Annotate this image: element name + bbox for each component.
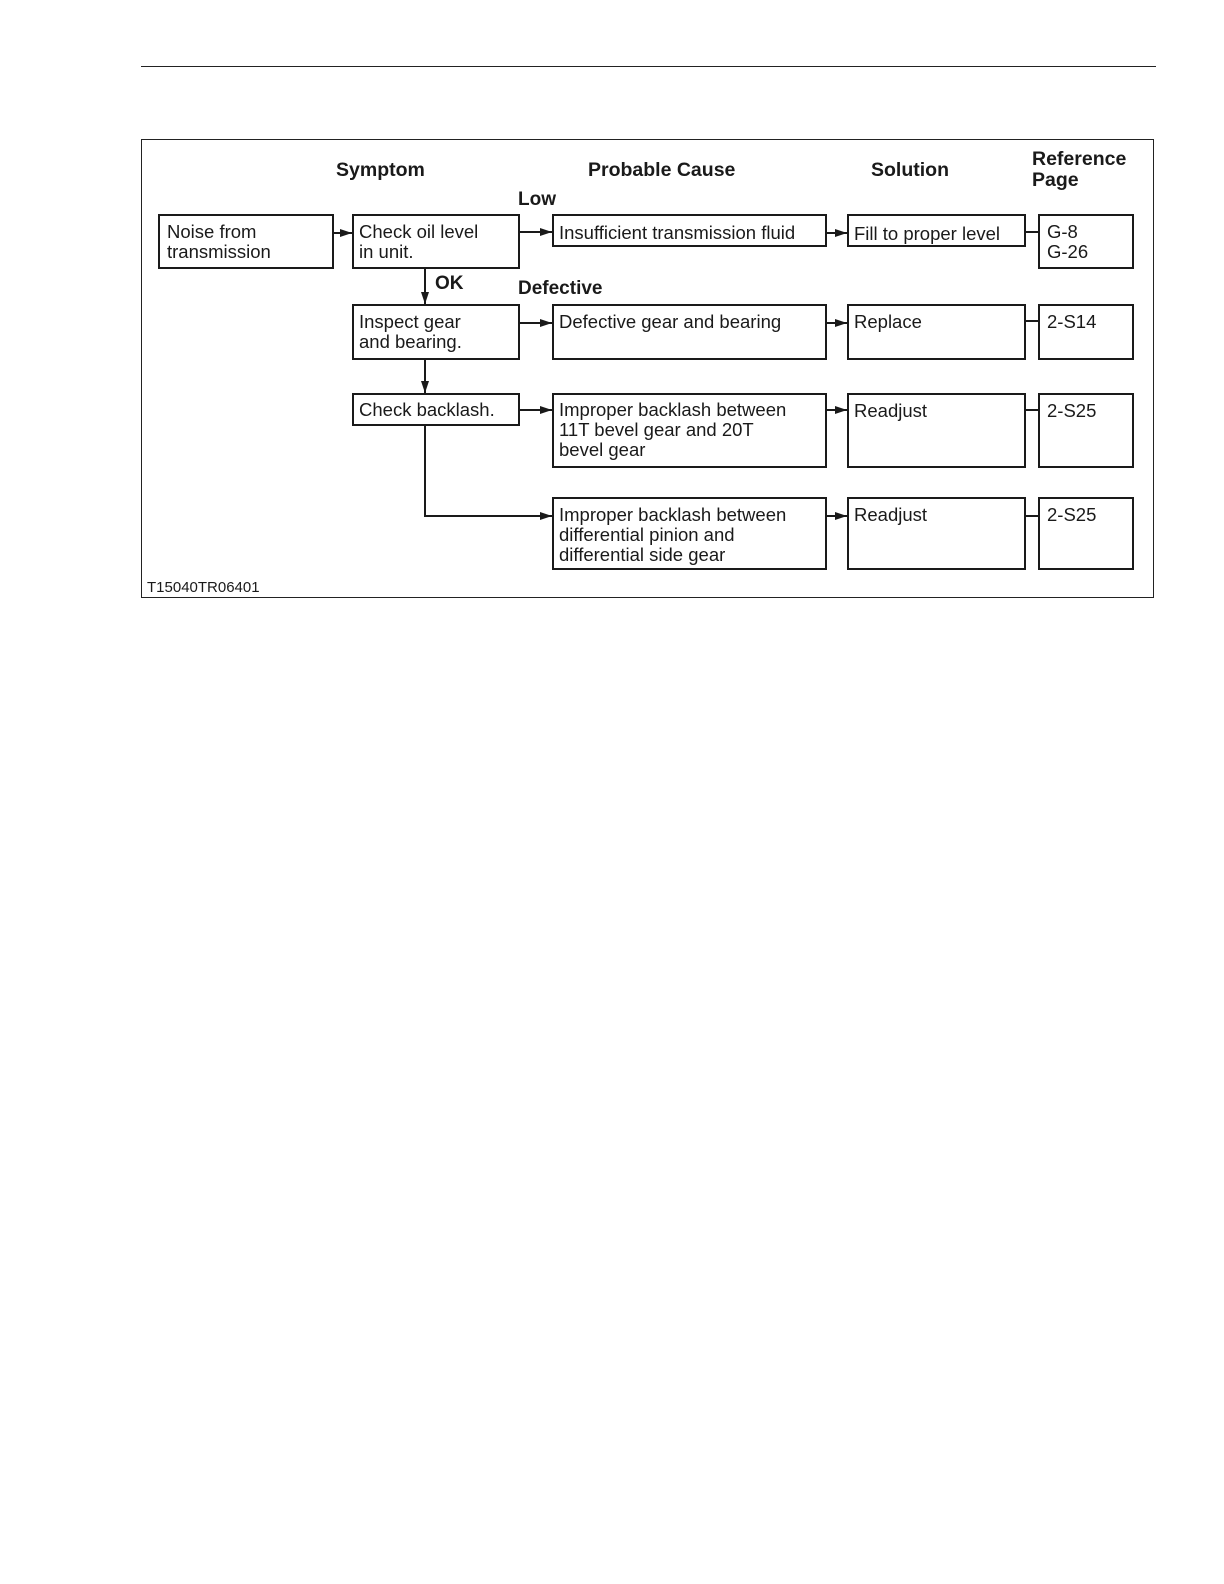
cause-diff-line1: Improper backlash between [559,504,787,525]
check-oil-level-box [352,214,520,269]
solution-readjust-bevel-box [847,393,1026,468]
solution-replace-text: Replace [854,311,922,332]
cause-bevel-line2: 11T bevel gear and 20T [559,419,754,440]
reference-fill-box [1038,214,1134,269]
header-probable-cause: Probable Cause [588,159,736,181]
label-defective: Defective [518,278,603,299]
symptom-line2: transmission [167,241,271,262]
reference-readjust-diff-text: 2-S25 [1047,504,1097,525]
arrow-backlash-to-diff-cause [425,425,552,516]
reference-readjust-bevel-text: 2-S25 [1047,400,1097,421]
cause-bevel-line3: bevel gear [559,439,646,460]
solution-readjust-bevel-text: Readjust [854,400,928,421]
cause-diff-line2: differential pinion and [559,524,735,545]
reference-fill-line1: G-8 [1047,221,1078,242]
header-solution: Solution [871,159,949,181]
reference-replace-box [1038,304,1134,360]
check-oil-line2: in unit. [359,241,414,262]
reference-readjust-bevel-box [1038,393,1134,468]
inspect-gear-line2: and bearing. [359,331,462,352]
cause-bevel-line1: Improper backlash between [559,399,787,420]
solution-readjust-diff-box [847,497,1026,570]
symptom-line1: Noise from [167,221,257,242]
cause-defective-gear-box [552,304,827,360]
solution-readjust-diff-text: Readjust [854,504,928,525]
cause-diff-line3: differential side gear [559,544,726,565]
check-oil-line1: Check oil level [359,221,479,242]
header-reference-line2: Page [1032,169,1079,191]
solution-fill-text: Fill to proper level [854,223,1001,244]
reference-fill-line2: G-26 [1047,241,1089,262]
inspect-gear-box [352,304,520,360]
figure-id: T15040TR06401 [147,579,260,596]
cause-fluid-text: Insufficient transmission fluid [559,222,796,243]
label-low: Low [518,189,556,210]
solution-fill-box [847,214,1026,247]
cause-insufficient-fluid-box [552,214,827,247]
reference-replace-text: 2-S14 [1047,311,1097,332]
header-symptom: Symptom [336,159,425,181]
reference-readjust-diff-box [1038,497,1134,570]
solution-replace-box [847,304,1026,360]
label-ok: OK [435,273,464,294]
check-backlash-box [352,393,520,426]
inspect-gear-line1: Inspect gear [359,311,461,332]
cause-gear-text: Defective gear and bearing [559,311,782,332]
cause-diff-backlash-box [552,497,827,570]
check-backlash-text: Check backlash. [359,399,495,420]
cause-bevel-backlash-box [552,393,827,468]
symptom-box [158,214,334,269]
header-reference-line1: Reference [1032,148,1127,170]
